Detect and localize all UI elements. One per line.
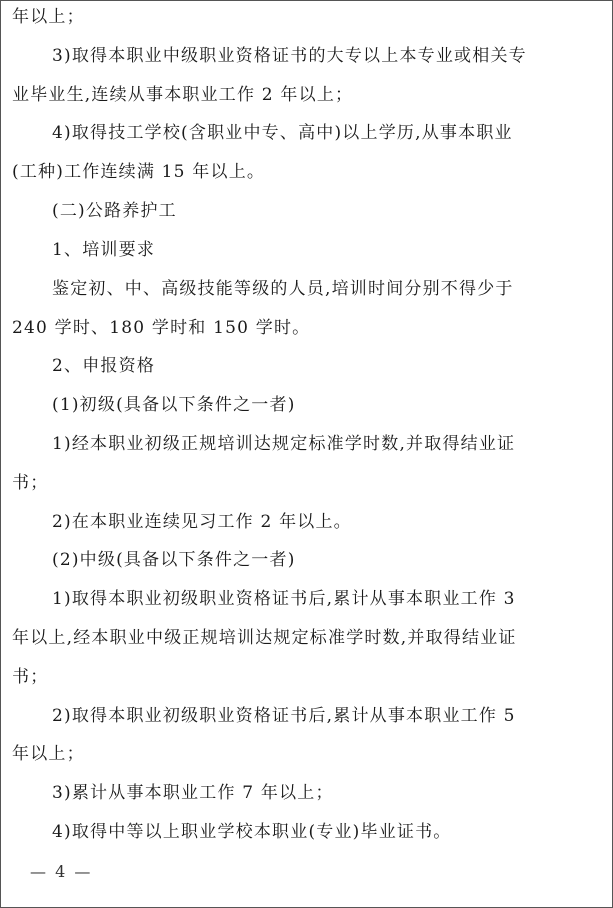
text-line: 年以上；: [12, 744, 85, 764]
text-line: 鉴定初、中、高级技能等级的人员,培训时间分别不得少于: [52, 279, 514, 299]
text-line: 业毕业生,连续从事本职业工作 2 年以上；: [12, 85, 354, 105]
text-line: 3)取得本职业中级职业资格证书的大专以上本专业或相关专: [52, 46, 527, 66]
page-number: — 4 —: [30, 862, 93, 881]
text-line: 书；: [12, 667, 49, 687]
text-line: 书；: [12, 473, 49, 493]
section-heading: (二)公路养护工: [52, 201, 177, 221]
text-line: 4)取得中等以上职业学校本职业(专业)毕业证书。: [52, 822, 452, 842]
text-line: 240 学时、180 学时和 150 学时。: [12, 318, 311, 338]
text-line: (2)中级(具备以下条件之一者): [52, 550, 296, 570]
text-line: 年以上,经本职业中级正规培训达规定标准学时数,并取得结业证: [12, 628, 517, 648]
text-line: 4)取得技工学校(含职业中专、高中)以上学历,从事本职业: [52, 123, 513, 143]
text-line: 年以上；: [12, 7, 85, 27]
subsection-heading: 2、申报资格: [52, 356, 156, 376]
text-line: 2)在本职业连续见习工作 2 年以上。: [52, 512, 352, 532]
text-line: 1)取得本职业初级职业资格证书后,累计从事本职业工作 3: [52, 589, 516, 609]
text-line: (1)初级(具备以下条件之一者): [52, 395, 296, 415]
text-line: 1)经本职业初级正规培训达规定标准学时数,并取得结业证: [52, 434, 516, 454]
text-line: 2)取得本职业初级职业资格证书后,累计从事本职业工作 5: [52, 706, 516, 726]
text-line: (工种)工作连续满 15 年以上。: [12, 162, 266, 182]
subsection-heading: 1、培训要求: [52, 240, 156, 260]
text-line: 3)累计从事本职业工作 7 年以上；: [52, 783, 334, 803]
